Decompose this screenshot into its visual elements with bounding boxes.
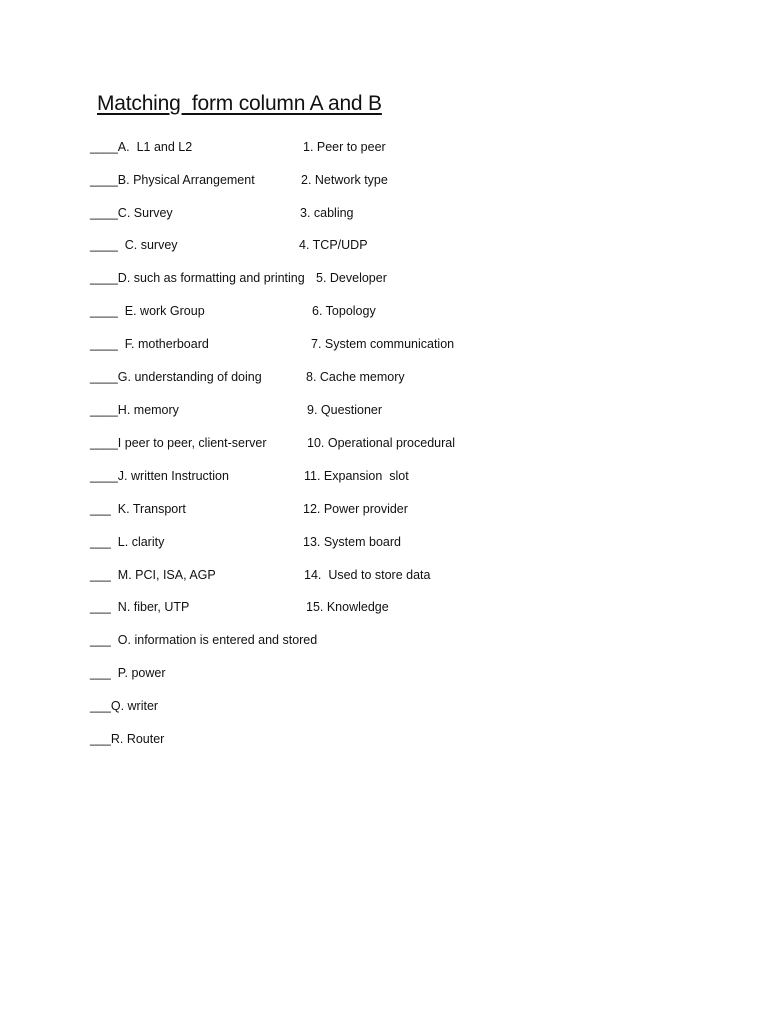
matching-row bbox=[90, 170, 690, 190]
matching-row bbox=[90, 696, 690, 716]
column-a-item: ___ N. fiber, UTP bbox=[90, 600, 190, 614]
column-a-item: ___ L. clarity bbox=[90, 535, 165, 549]
column-b-item: 5. Developer bbox=[316, 271, 387, 285]
column-a-item: ____J. written Instruction bbox=[90, 469, 229, 483]
matching-row bbox=[90, 268, 690, 288]
column-a-item: ___ K. Transport bbox=[90, 502, 186, 516]
column-a-item: ___ O. information is entered and stored bbox=[90, 633, 318, 647]
matching-row bbox=[90, 235, 690, 255]
matching-row bbox=[90, 597, 690, 617]
matching-row bbox=[90, 663, 690, 683]
matching-row bbox=[90, 137, 690, 157]
matching-row bbox=[90, 334, 690, 354]
matching-row bbox=[90, 301, 690, 321]
page-title: Matching form column A and B bbox=[97, 92, 382, 115]
column-b-item: 2. Network type bbox=[301, 173, 388, 187]
column-b-item: 8. Cache memory bbox=[306, 370, 405, 384]
column-b-item: 11. Expansion slot bbox=[304, 469, 409, 483]
column-a-item: ____C. Survey bbox=[90, 206, 173, 220]
column-b-item: 13. System board bbox=[303, 535, 401, 549]
column-b-item: 10. Operational procedural bbox=[307, 436, 456, 450]
column-a-item: ____G. understanding of doing bbox=[90, 370, 262, 384]
matching-row bbox=[90, 630, 690, 650]
column-b-item: 9. Questioner bbox=[307, 403, 383, 417]
column-a-item: ____ E. work Group bbox=[90, 304, 205, 318]
column-a-item: ____ F. motherboard bbox=[90, 337, 209, 351]
column-a-item: ___R. Router bbox=[90, 732, 165, 746]
column-a-item: ____A. L1 and L2 bbox=[90, 140, 193, 154]
matching-row bbox=[90, 532, 690, 552]
column-b-item: 7. System communication bbox=[311, 337, 455, 351]
column-b-item: 15. Knowledge bbox=[306, 600, 389, 614]
matching-row bbox=[90, 565, 690, 585]
column-b-item: 4. TCP/UDP bbox=[299, 238, 368, 252]
column-a-item: ____I peer to peer, client-server bbox=[90, 436, 267, 450]
column-a-item: ____ C. survey bbox=[90, 238, 178, 252]
column-b-item: 6. Topology bbox=[312, 304, 376, 318]
matching-row bbox=[90, 203, 690, 223]
column-a-item: ___ P. power bbox=[90, 666, 166, 680]
column-b-item: 3. cabling bbox=[300, 206, 354, 220]
matching-row bbox=[90, 729, 690, 749]
column-b-item: 14. Used to store data bbox=[304, 568, 431, 582]
matching-row bbox=[90, 400, 690, 420]
column-a-item: ___ M. PCI, ISA, AGP bbox=[90, 568, 216, 582]
matching-row bbox=[90, 499, 690, 519]
column-a-item: ____B. Physical Arrangement bbox=[90, 173, 255, 187]
column-b-item: 1. Peer to peer bbox=[303, 140, 386, 154]
column-b-item: 12. Power provider bbox=[303, 502, 408, 516]
column-a-item: ___Q. writer bbox=[90, 699, 159, 713]
column-a-item: ____D. such as formatting and printing bbox=[90, 271, 305, 285]
column-a-item: ____H. memory bbox=[90, 403, 179, 417]
matching-row bbox=[90, 466, 690, 486]
matching-row bbox=[90, 433, 690, 453]
matching-row bbox=[90, 367, 690, 387]
